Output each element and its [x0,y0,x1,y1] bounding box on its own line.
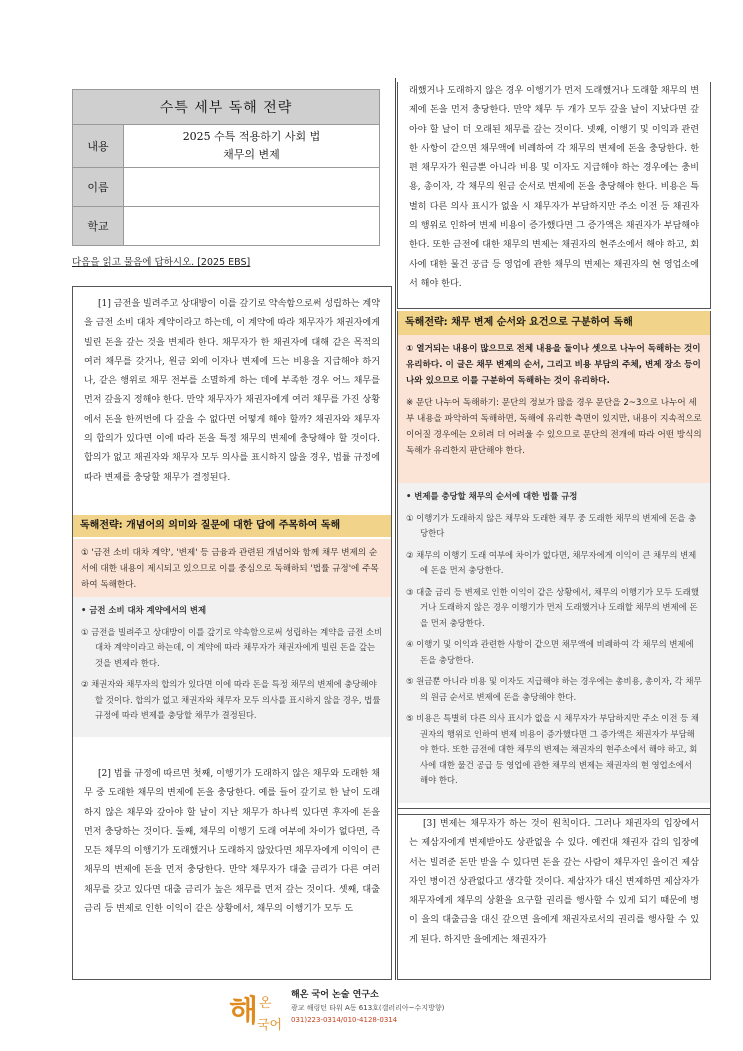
passage-box-2 [397,82,711,309]
svg-text:해: 해 [229,994,258,1029]
content-label: 내용 [73,125,124,167]
list-item: ③ 대출 금리 등 변제로 인한 이익이 같은 상황에서, 채무의 이행기가 모두 도래했거나 도래하지 않은 경우 이행기가 먼저 도래했거나 도래할 채무의 변제에 돈을 먼저 충당한다. [406,586,699,628]
paragraph-2-cont: 래했거나 도래하지 않은 경우 이행기가 먼저 도래했거나 도래할 채무의 변제에 돈을 먼저 충당한다. 만약 채무 두 개가 모두 갚을 날이 지났다면 갚아야 할 날이 더 오래된 채무를 갚는 것이다. 넷째, 이행기 및 이익과 관련한 사항이 같으면 채무액에 비례하여 각 채무의 변제에 돈을 충당한다. 한편 채무자가 원금뿐 아니라 비용 및 이자도 지급해야 하는 경우에는 충비용, 총이자, 각 채무의 원금 순서로 변제에 돈을 충당해야 한다. 비용은 특별히 다른 의사 표시가 없을 시 채무자가 부담하지만 주소 이전 등 채권자의 행위로 인하여 변제 비용이 증가했다면 그 증가액은 채권자가 부담해야 한다. 또한 금전에 대한 채무의 변제는 채권자의 현주소에서 해야 하고, 회사에 대한 물건 공급 등 영업에 관한 채무의 변제는 채권자의 현 영업소에서 해야 한다. [409,86,699,289]
list-heading: • 변제를 충당할 채무의 순서에 대한 법률 규정 [406,491,578,501]
strategy-band-2: 독해전략: 채무 변제 순서와 요건으로 구분하여 독해 [398,311,710,335]
svg-text:온: 온 [259,996,272,1011]
footer [227,985,487,1040]
column-divider [395,78,396,980]
name-row [73,168,379,207]
list-item: ④ 이행기 및 이익과 관련한 사항이 같으면 채무액에 비례하여 각 채무의 변제에 돈을 충당한다. [406,639,694,665]
list-item: ① 금전을 빌려주고 상대방이 이를 갚기로 약속함으로써 성립하는 계약을 금전 소비 대차 계약이라고 하는데, 이 계약에 따라 채무자가 채권자에게 빌린 돈을 갚는 것을 변제라 한다. [81,626,383,668]
passage-box-3 [397,808,711,980]
list-heading: • 금전 소비 대차 계약에서의 변제 [81,605,207,615]
content-row [73,125,379,168]
svg-text:국어: 국어 [257,1018,283,1033]
footer-name: 해온 국어 논술 연구소 [291,990,379,1000]
paragraph-3: [3] 변제는 채무자가 하는 것이 원칙이다. 그러나 채권자의 입장에서는 제삼자에게 변제받아도 상관없을 수 있다. 예컨대 채권자 갑의 입장에서는 빌려준 돈만 받을 수 있다면 돈을 갚는 사람이 채무자인 을이건 제삼자인 병이건 상관없다고 생각할 것이다. 제삼자가 대신 변제하면 제삼자가 채무자에게 채무의 상환을 요구할 권리를 행사할 수 있게 되기 때문에 병이 을의 대출금을 대신 갚으면 을에게 채권자로서의 권리를 행사할 수 있게 된다. 하지만 을에게는 채권자가 [409,819,699,945]
name-field[interactable] [124,168,379,206]
page-title: 수특 세부 독해 전략 [73,90,379,125]
list-item: ② 채권자와 채무자의 합의가 있다면 이에 따라 돈을 특정 채무의 변제에 충당해야 할 것이다. 합의가 없고 채권자와 채무자 모두 의사를 표시하지 않을 경우, 법률 규정에 따라 변제를 충당할 채무가 결정된다. [81,679,381,720]
logo-icon [227,985,289,1037]
passage-box-1 [72,286,392,980]
strategy-tip-1: ① '금전 소비 대차 계약', '변제' 등 금융과 관련된 개념어와 함께 채무 변제의 순서에 대한 내용이 제시되고 있으므로 이를 중심으로 독해하되 '법률 규정'에 주목하여 독해한다. [73,539,391,597]
instruction: 다음을 읽고 물음에 답하시오. [2025 EBS] [72,257,251,268]
list-item: ① 이행기가 도래하지 않은 채무와 도래한 채무 중 도래한 채무의 변제에 돈을 충당한다 [406,512,697,538]
strategy-tip-2 [398,335,710,483]
list-item: ② 채무의 이행기 도래 여부에 차이가 없다면, 채무자에게 이익이 큰 채무의 변제에 돈을 먼저 충당한다. [406,549,697,575]
strategy-box-2 [397,311,711,815]
list-item: ⑤ 비용은 특별히 다른 의사 표시가 없을 시 채무자가 부담하지만 주소 이전 등 채권자의 행위로 인하여 변제 비용이 증가했다면 그 증가액은 채권자가 부담해야 한다. 또한 금전에 대한 채무의 변제는 채권자의 현주소에서 해야 하고, 회사에 대한 물건 공급 등 영업에 관한 채무의 변제는 채권자의 현 영업소에서 해야 한다. [406,713,699,785]
footer-address: 광교 해링턴 타워 A동 613호(갤러리아~수지방향) [291,1004,445,1012]
paragraph-1: [1] 금전을 빌려주고 상대방이 이를 갚기로 약속함으로써 성립하는 계약을 금전 소비 대차 계약이라고 하는데, 이 계약에 따라 채무자가 채권자에게 빌린 돈을 갚는 것을 변제라 한다. 채무자가 한 채권자에 대해 같은 목적의 여러 채무를 갖거나, 원금 외에 이자나 변제에 드는 비용을 지급해야 하거나, 같은 행위로 채무 전부를 소멸하게 하는 데에 부족한 경우 어느 채무를 먼저 갚을지 정해야 한다. 만약 채무자가 채권자에게 여러 채무를 가진 상황에서 돈을 한꺼번에 다 갚을 수 없다면 어떻게 해야 할까? 채권자와 채무자의 합의가 있다면 이에 따라 돈을 특정 채무의 변제에 충당해야 할 것이다. 합의가 없고 채권자와 채무자 모두 의사를 표시하지 않을 경우, 법률 규정에 따라 변제를 충당할 채무가 결정된다. [84,299,380,483]
tip-main: ① 열거되는 내용이 많으므로 전체 내용을 둘이나 셋으로 나누어 독해하는 것이 유리하다. 이 글은 채무 변제의 순서, 그리고 비용 부담의 주체, 변제 장소 등이 나와 있으므로 이를 구분하여 독해하는 것이 유리하다. [406,344,701,386]
school-row [73,207,379,245]
summary-list-2 [398,483,710,803]
summary-list-1 [73,597,391,737]
strategy-band-1: 독해전략: 개념어의 의미와 질문에 대한 답에 주목하여 독해 [73,515,391,537]
paragraph-2: [2] 법률 규정에 따르면 첫째, 이행기가 도래하지 않은 채무와 도래한 채무 중 도래한 채무의 변제에 돈을 충당한다. 예를 들어 갚기로 한 날이 도래하지 않은 채무와 갚아야 할 날이 지난 채무가 하나씩 있다면 후자에 돈을 먼저 충당하는 것이다. 둘째, 채무의 이행기 도래 여부에 차이가 없다면, 즉 모든 채무의 이행기가 도래했거나 도래하지 않았다면 채무자에게 이익이 큰 채무의 변제에 돈을 먼저 충당한다. 만약 채무자가 대출 금리가 다른 여러 채무를 갖고 있다면 대출 금리가 높은 채무를 먼저 갚는 것이다. 셋째, 대출 금리 등 변제로 인한 이익이 같은 상황에서, 채무의 이행기가 모두 도 [84,769,380,915]
school-field[interactable] [124,207,379,245]
school-label: 학교 [73,207,124,245]
tip-note: ※ 문단 나누어 독해하기: 문단의 정보가 많을 경우 문단을 2~3으로 나누어 세부 내용을 파악하여 독해하면, 독해에 유리한 측면이 있지만, 내용이 지속적으로 이어질 경우에는 오히려 더 어려울 수 있으므로 문단의 전개에 따라 어떤 방식의 독해가 유리한지 판단해야 한다. [406,398,702,456]
content-value: 2025 수특 적용하기 사회 법 채무의 변제 [182,130,321,161]
name-label: 이름 [73,168,124,206]
footer-phone: 031)223-0314/010-4128-0314 [291,1016,398,1024]
list-item: ⑤ 원금뿐 아니라 비용 및 이자도 지급해야 하는 경우에는 총비용, 총이자, 각 채무의 원금 순서로 변제에 돈을 충당해야 한다. [406,676,702,702]
header-table [72,89,380,246]
